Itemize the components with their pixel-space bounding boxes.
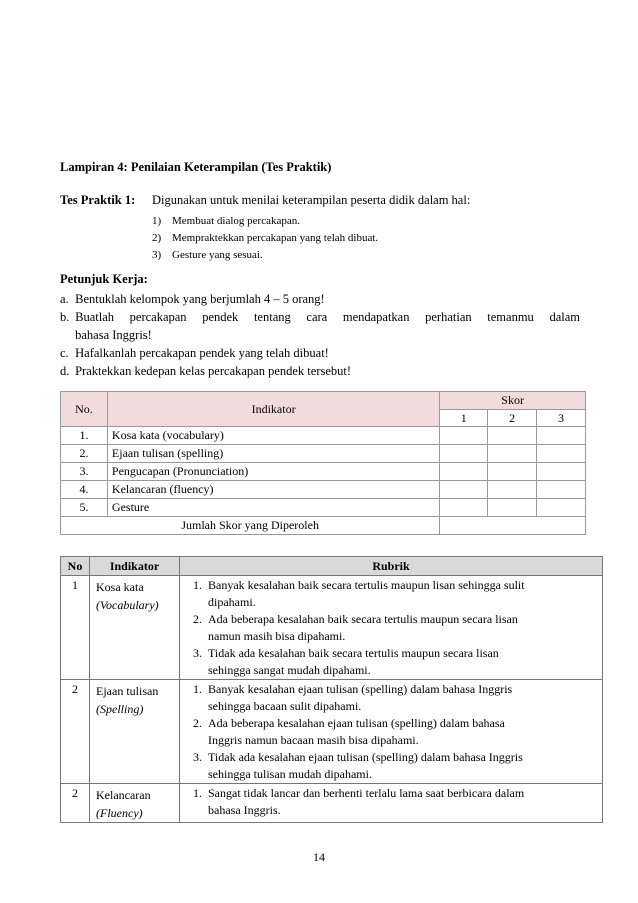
item-letter: c. [60, 346, 69, 360]
row-indikator: Kelancaran (fluency) [107, 481, 439, 499]
item-number: 1. [193, 578, 202, 592]
total-score-cell[interactable] [440, 517, 586, 535]
row-no: 3. [61, 463, 108, 481]
list-item [60, 290, 580, 308]
header-skor: Skor [440, 392, 586, 410]
list-item [60, 308, 580, 326]
total-label: Jumlah Skor yang Diperoleh [61, 517, 440, 535]
list-item [152, 247, 378, 264]
list-item [180, 611, 598, 645]
table-row [61, 481, 586, 499]
row-indikator: Gesture [107, 499, 439, 517]
rubric-table [60, 556, 603, 823]
row-no: 1. [61, 427, 108, 445]
list-item [180, 577, 598, 611]
item-number: 2. [193, 716, 202, 730]
item-text: Ada beberapa kesalahan ejaan tulisan (spelling) dalam bahasa Inggris namun bacaan masih bisa dipahami. [208, 716, 505, 747]
row-no: 2 [61, 784, 90, 823]
row-no: 2. [61, 445, 108, 463]
item-number: 2) [152, 232, 162, 244]
item-text: bahasa Inggris! [75, 328, 152, 342]
score-cell[interactable] [488, 481, 537, 499]
score-cell[interactable] [488, 499, 537, 517]
list-item [180, 681, 598, 715]
list-item-continuation [60, 326, 580, 344]
header-rubrik: Rubrik [180, 557, 603, 576]
list-item [60, 362, 580, 380]
item-number: 2. [193, 612, 202, 626]
item-text: Membuat dialog percakapan. [172, 215, 300, 227]
table-row [61, 463, 586, 481]
item-text: Sangat tidak lancar dan berhenti terlalu lama saat berbicara dalam bahasa Inggris. [208, 786, 525, 817]
indikator-english: (Fluency) [96, 806, 143, 820]
item-text: Ada beberapa kesalahan baik secara tertulis maupun secara lisan namun masih bisa dipahami. [208, 612, 518, 643]
item-text: Banyak kesalahan baik secara tertulis maupun lisan sehingga sulit dipahami. [208, 578, 525, 609]
list-item [180, 645, 598, 679]
item-text: Tidak ada kesalahan baik secara tertulis maupun secara lisan sehingga sangat mudah dipahami. [208, 646, 499, 677]
skor-col-1: 1 [440, 410, 488, 427]
item-text: Hafalkanlah percakapan pendek yang telah dibuat! [75, 346, 329, 360]
rubric-cell [180, 680, 603, 784]
row-no: 2 [61, 680, 90, 784]
score-cell[interactable] [440, 499, 488, 517]
score-cell[interactable] [488, 427, 537, 445]
tes-praktik-label: Tes Praktik 1: [60, 193, 136, 207]
row-indikator: Ejaan tulisan (spelling) [107, 445, 439, 463]
score-table [60, 391, 586, 535]
row-no: 1 [61, 576, 90, 680]
table-row [61, 427, 586, 445]
indikator-name: Kelancaran [96, 788, 151, 802]
table-row [61, 784, 603, 823]
score-cell[interactable] [440, 427, 488, 445]
score-cell[interactable] [537, 481, 586, 499]
item-number: 1) [152, 215, 162, 227]
list-item [180, 715, 598, 749]
table-row [61, 576, 603, 680]
score-cell[interactable] [537, 445, 586, 463]
indikator-name: Kosa kata [96, 580, 144, 594]
item-text: Gesture yang sesuai. [172, 249, 263, 261]
item-text: Mempraktekkan percakapan yang telah dibuat. [172, 232, 379, 244]
score-cell[interactable] [488, 445, 537, 463]
rubric-cell [180, 784, 603, 823]
tes-praktik-description: Digunakan untuk menilai keterampilan peserta didik dalam hal: [152, 193, 471, 207]
item-number: 3. [193, 646, 202, 660]
list-item [152, 213, 378, 230]
score-cell[interactable] [537, 427, 586, 445]
list-item [60, 344, 580, 362]
row-indikator: Kosa kata (vocabulary) [107, 427, 439, 445]
row-no: 4. [61, 481, 108, 499]
indikator-english: (Spelling) [96, 702, 144, 716]
petunjuk-list [60, 290, 580, 380]
header-indikator: Indikator [107, 392, 439, 427]
petunjuk-title: Petunjuk Kerja: [60, 272, 148, 286]
item-text: Buatlah percakapan pendek tentang cara mendapatkan perhatian temanmu dalam [75, 310, 580, 324]
item-number: 1. [193, 786, 202, 800]
row-indikator [90, 680, 180, 784]
row-indikator: Pengucapan (Pronunciation) [107, 463, 439, 481]
indikator-name: Ejaan tulisan [96, 684, 159, 698]
item-text: Banyak kesalahan ejaan tulisan (spelling) dalam bahasa Inggris sehingga bacaan sulit dipahami. [208, 682, 513, 713]
item-text: Praktekkan kedepan kelas percakapan pendek tersebut! [75, 364, 352, 378]
page-number: 14 [313, 850, 325, 864]
header-indikator: Indikator [90, 557, 180, 576]
item-text: Tidak ada kesalahan ejaan tulisan (spelling) dalam bahasa Inggris sehingga tulisan mudah dipahami. [208, 750, 523, 781]
item-letter: a. [60, 292, 69, 306]
score-cell[interactable] [537, 463, 586, 481]
table-row [61, 499, 586, 517]
item-number: 3) [152, 249, 162, 261]
list-item [180, 749, 598, 783]
score-cell[interactable] [440, 481, 488, 499]
table-row [61, 680, 603, 784]
score-cell[interactable] [440, 445, 488, 463]
header-no: No [61, 557, 90, 576]
item-text: Bentuklah kelompok yang berjumlah 4 – 5 orang! [75, 292, 325, 306]
tes-praktik-list [152, 213, 378, 264]
indikator-english: (Vocabulary) [96, 598, 159, 612]
item-number: 1. [193, 682, 202, 696]
row-indikator [90, 784, 180, 823]
list-item [152, 230, 378, 247]
page-title: Lampiran 4: Penilaian Keterampilan (Tes Praktik) [60, 160, 332, 174]
rubric-cell [180, 576, 603, 680]
item-letter: b. [60, 310, 70, 324]
skor-col-3: 3 [537, 410, 586, 427]
list-item [180, 785, 598, 819]
score-cell[interactable] [537, 499, 586, 517]
row-indikator [90, 576, 180, 680]
header-no: No. [61, 392, 108, 427]
skor-col-2: 2 [488, 410, 537, 427]
total-row [61, 517, 586, 535]
score-cell[interactable] [488, 463, 537, 481]
table-row [61, 445, 586, 463]
item-letter: d. [60, 364, 70, 378]
item-number: 3. [193, 750, 202, 764]
score-cell[interactable] [440, 463, 488, 481]
row-no: 5. [61, 499, 108, 517]
